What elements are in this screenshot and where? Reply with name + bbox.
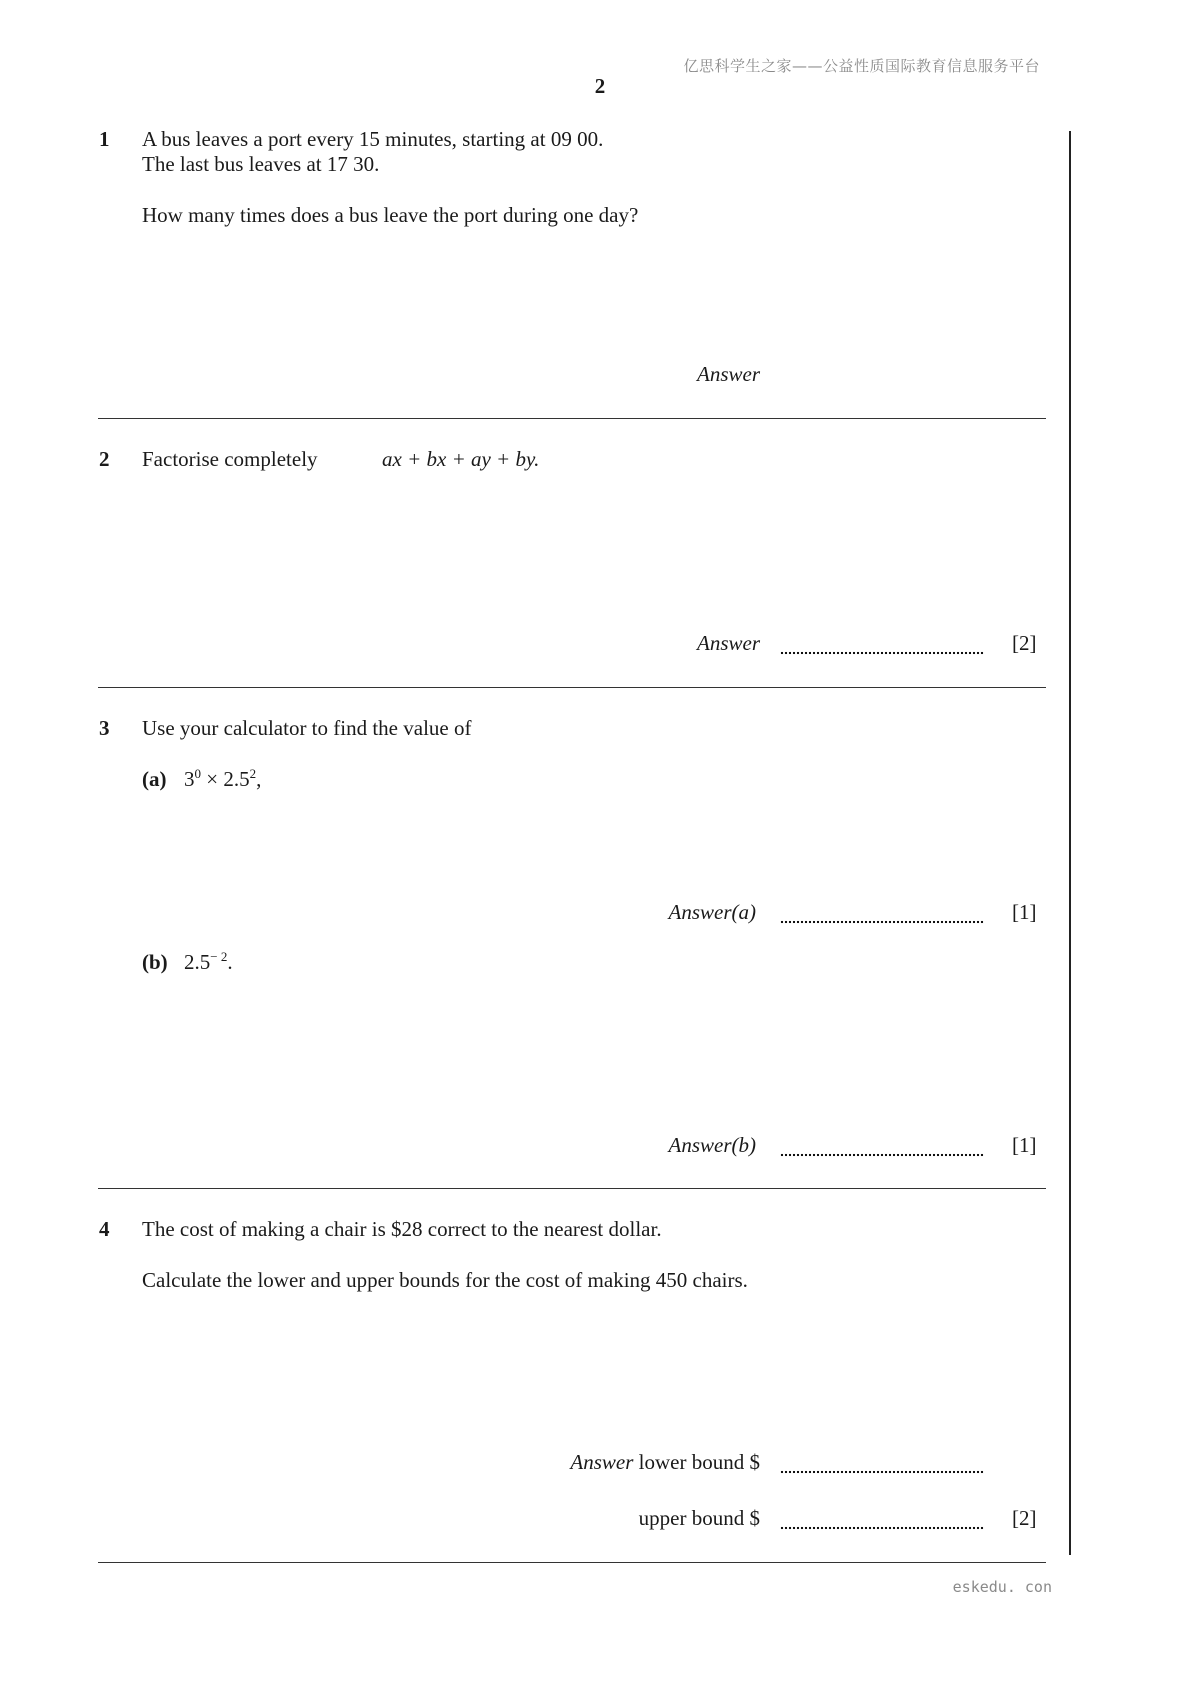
question-3b-answer-line[interactable] (780, 1153, 984, 1157)
question-4-answer-word: Answer (570, 1450, 634, 1474)
divider-3 (98, 1188, 1046, 1189)
question-4-prompt: Calculate the lower and upper bounds for the cost of making 450 chairs. (142, 1268, 748, 1292)
question-4-lower-text: lower bound $ (638, 1450, 760, 1474)
question-4-lower-bound-label (480, 1450, 760, 1475)
question-3b-marks: [1] (1012, 1133, 1037, 1157)
question-3b-expression (184, 950, 233, 975)
question-3a-expression (184, 767, 261, 792)
question-3b-label: (b) (142, 950, 168, 974)
question-2-number: 2 (99, 447, 110, 471)
q3a-base1: 3 (184, 767, 195, 791)
question-1-line-2: The last bus leaves at 17 30. (142, 152, 380, 176)
question-3-prompt: Use your calculator to find the value of (142, 716, 472, 740)
header-watermark: 亿思科学生之家——公益性质国际教育信息服务平台 (683, 57, 1040, 75)
q3b-exponent: − 2 (210, 949, 228, 964)
divider-2 (98, 687, 1046, 688)
question-3a-answer-line[interactable] (780, 920, 984, 924)
question-4-upper-bound-line[interactable] (780, 1526, 984, 1530)
question-2-prompt: Factorise completely (142, 447, 318, 471)
question-1-prompt: How many times does a bus leave the port during one day? (142, 203, 639, 227)
question-2-answer-line[interactable] (780, 651, 984, 655)
q3a-exponent2: 2 (249, 766, 257, 781)
question-4-line-1: The cost of making a chair is $28 correct to the nearest dollar. (142, 1217, 662, 1241)
question-3-number: 3 (99, 716, 110, 740)
question-1-answer-label: Answer (697, 362, 760, 386)
question-2-answer-label: Answer (697, 631, 760, 655)
question-1-number: 1 (99, 127, 110, 151)
q3a-middle: × 2.5 (201, 767, 250, 791)
question-4-upper-bound-label: upper bound $ (638, 1506, 760, 1530)
question-3a-answer-label: Answer(a) (668, 900, 756, 924)
divider-1 (98, 418, 1046, 419)
question-3a-label: (a) (142, 767, 167, 791)
footer-watermark: eskedu. con (952, 1578, 1052, 1596)
q3b-base: 2.5 (184, 950, 211, 974)
page-number: 2 (594, 74, 606, 98)
q3a-tail: , (256, 767, 262, 791)
divider-4 (98, 1562, 1046, 1563)
question-4-lower-bound-line[interactable] (780, 1470, 984, 1474)
question-3b-answer-label: Answer(b) (668, 1133, 756, 1157)
question-2-marks: [2] (1012, 631, 1037, 655)
question-3a-marks: [1] (1012, 900, 1037, 924)
question-2-expression: ax + bx + ay + by. (382, 447, 540, 471)
q3b-tail: . (227, 950, 233, 974)
margin-line (1069, 131, 1071, 1555)
q3a-exponent1: 0 (194, 766, 201, 781)
question-1-line-1: A bus leaves a port every 15 minutes, starting at 09 00. (142, 127, 604, 151)
question-4-number: 4 (99, 1217, 110, 1241)
question-4-marks: [2] (1012, 1506, 1037, 1530)
